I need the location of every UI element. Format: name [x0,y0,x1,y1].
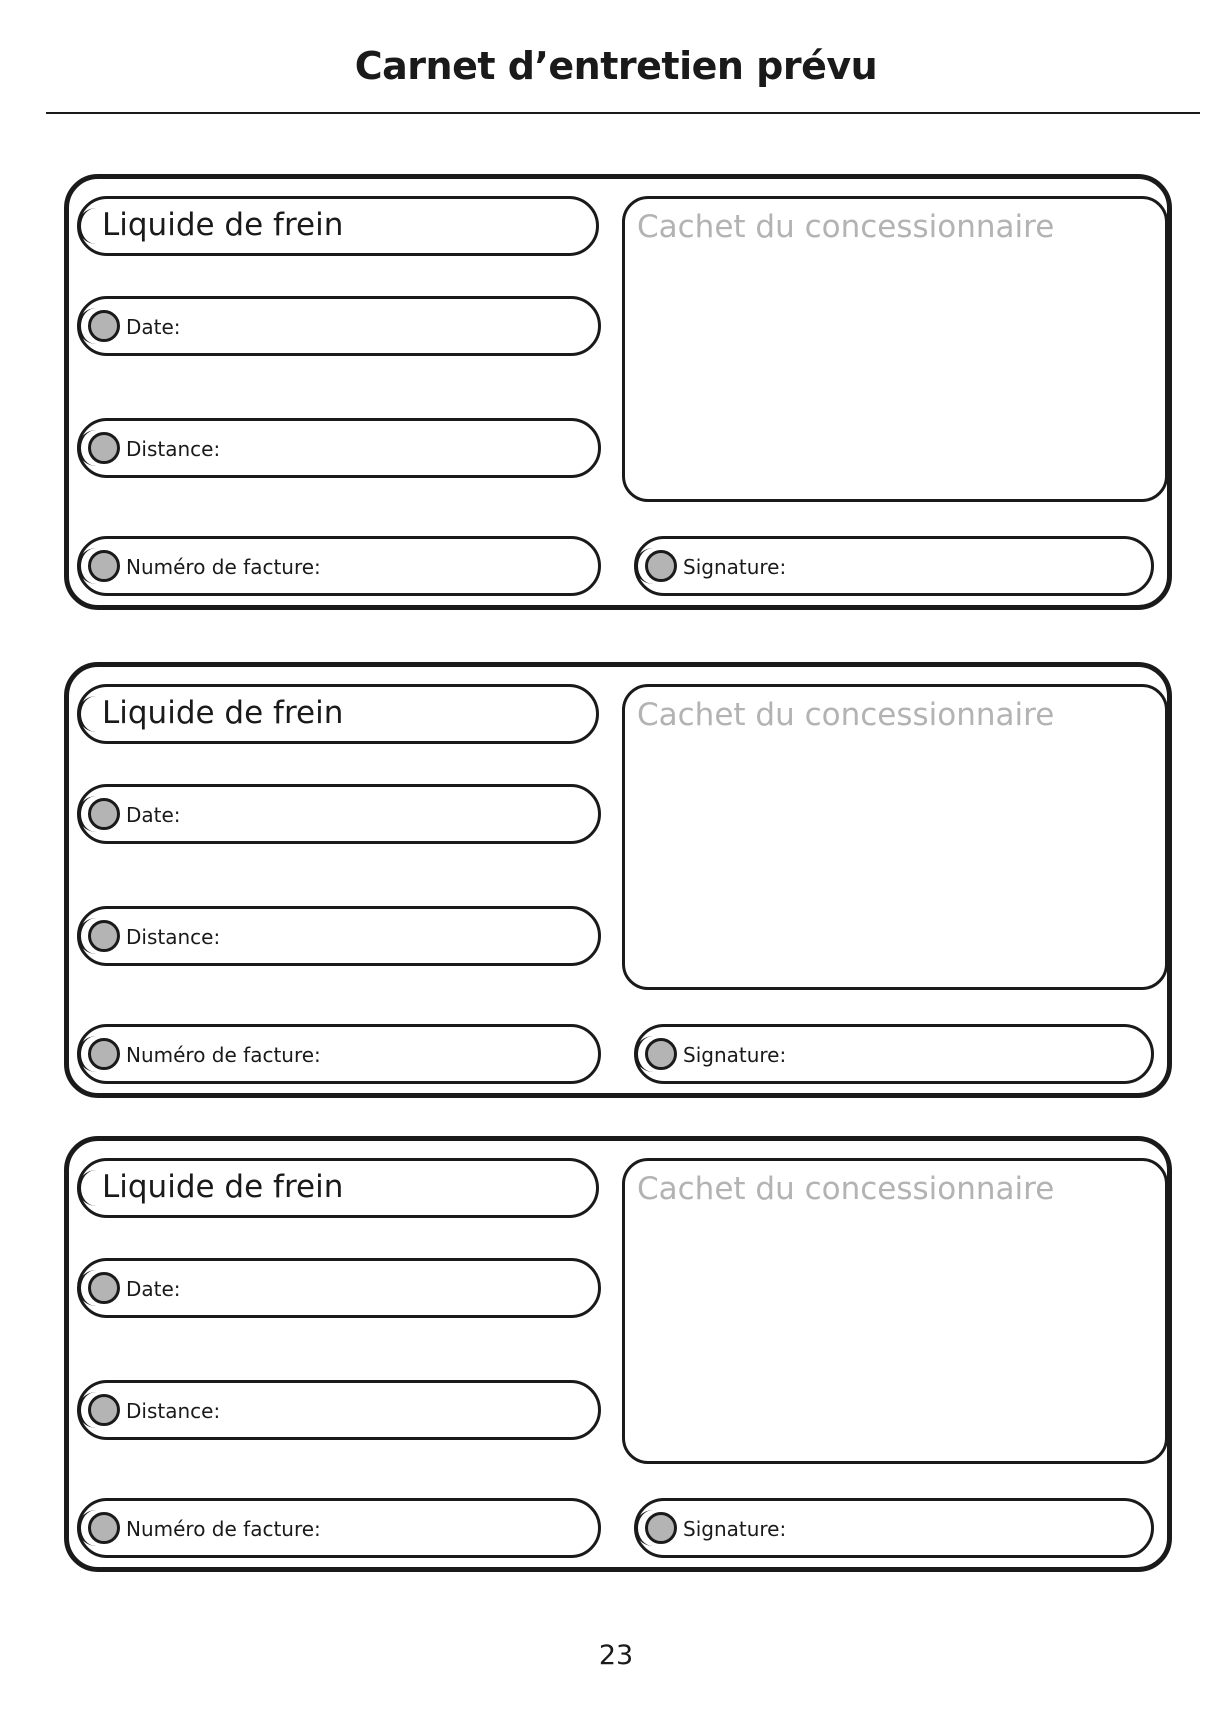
dealer-stamp-label: Cachet du concessionnaire [637,209,1055,245]
invoice-number-label: Numéro de facture: [126,555,321,579]
invoice-number-field[interactable] [77,1498,601,1558]
date-label: Date: [126,1277,181,1301]
card-heading-pill [77,1158,599,1218]
service-card [64,662,1172,1098]
bullet-circle-icon [88,550,120,582]
signature-field[interactable] [634,1498,1154,1558]
title-divider [46,112,1200,114]
signature-field[interactable] [634,536,1154,596]
card-heading: Liquide de frein [102,1169,344,1205]
card-heading-pill [77,684,599,744]
bullet-circle-icon [88,798,120,830]
bullet-circle-icon [645,550,677,582]
date-field[interactable] [77,296,601,356]
bullet-circle-icon [88,310,120,342]
signature-label: Signature: [683,555,787,579]
distance-label: Distance: [126,437,221,461]
bullet-circle-icon [645,1038,677,1070]
distance-field[interactable] [77,906,601,966]
bullet-circle-icon [88,1038,120,1070]
service-card [64,174,1172,610]
distance-label: Distance: [126,1399,221,1423]
signature-field[interactable] [634,1024,1154,1084]
bullet-circle-icon [88,1394,120,1426]
distance-label: Distance: [126,925,221,949]
dealer-stamp-label: Cachet du concessionnaire [637,1171,1055,1207]
signature-label: Signature: [683,1517,787,1541]
page-number: 23 [598,1640,634,1671]
card-heading: Liquide de frein [102,207,344,243]
dealer-stamp-box[interactable] [622,684,1168,990]
distance-field[interactable] [77,1380,601,1440]
card-heading-pill [77,196,599,256]
bullet-circle-icon [88,920,120,952]
invoice-number-field[interactable] [77,1024,601,1084]
bullet-circle-icon [88,1512,120,1544]
invoice-number-label: Numéro de facture: [126,1043,321,1067]
date-label: Date: [126,315,181,339]
invoice-number-field[interactable] [77,536,601,596]
dealer-stamp-box[interactable] [622,196,1168,502]
service-card [64,1136,1172,1572]
date-field[interactable] [77,1258,601,1318]
dealer-stamp-box[interactable] [622,1158,1168,1464]
date-field[interactable] [77,784,601,844]
dealer-stamp-label: Cachet du concessionnaire [637,697,1055,733]
signature-label: Signature: [683,1043,787,1067]
bullet-circle-icon [645,1512,677,1544]
card-heading: Liquide de frein [102,695,344,731]
bullet-circle-icon [88,1272,120,1304]
page-title: Carnet d’entretien prévu [354,44,878,88]
distance-field[interactable] [77,418,601,478]
date-label: Date: [126,803,181,827]
bullet-circle-icon [88,432,120,464]
invoice-number-label: Numéro de facture: [126,1517,321,1541]
